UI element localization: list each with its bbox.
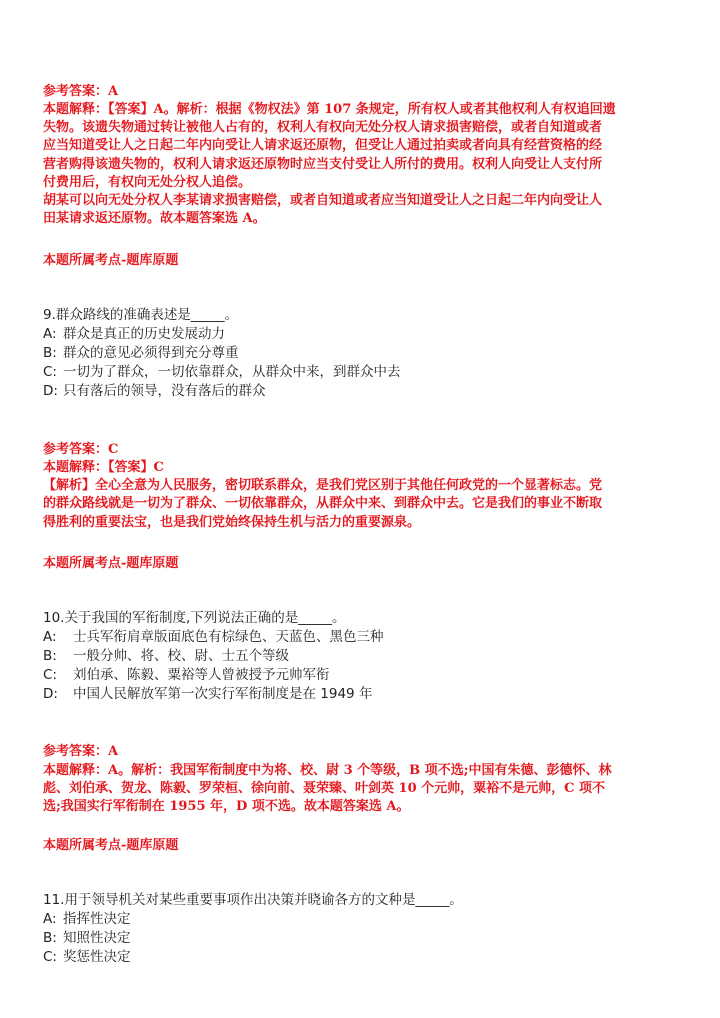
prev-answer — [43, 83, 683, 101]
prev-source — [43, 252, 683, 270]
question-stem: 10.关于我国的军衔制度,下列说法正确的是_____。 — [43, 610, 346, 626]
source-label: 本题所属考点-题库原题 — [43, 253, 179, 268]
explanation-line: 选;我国实行军衔制在 1955 年，D 项不选。故本题答案选 A。 — [43, 799, 410, 815]
explanation-line: 应当知道受让人之日起二年内向受让人请求返还原物，但受让人通过拍卖或者向具有经营资格的经 — [43, 138, 603, 154]
explanation-line: 田某请求返还原物。故本题答案选 A。 — [43, 211, 266, 227]
explanation-line: 本题解释：【答案】A。解析：根据《物权法》第 107 条规定，所有权人或者其他权利人有权追回遗 — [43, 102, 616, 117]
explanation-line: 得胜利的重要法宝，也是我们党始终保持生机与活力的重要源泉。 — [43, 514, 421, 530]
answer-line: 参考答案：A — [43, 84, 119, 99]
question-stem: 9.群众路线的准确表述是_____。 — [43, 307, 239, 323]
explanation-line: 本题解释：A。解析：我国军衔制度中为将、校、尉 3 个等级，B 项不选;中国有朱德、彭德怀、林 — [43, 763, 612, 778]
option-a[interactable]: A: 士兵军衔肩章版面底色有棕绿色、天蓝色、黑色三种 — [43, 629, 384, 645]
q9-answer — [43, 441, 683, 459]
option-a[interactable]: A: 指挥性决定 — [43, 911, 131, 927]
explanation-line: 付费用后，有权向无处分权人追偿。 — [43, 174, 252, 190]
source-label: 本题所属考点-题库原题 — [43, 556, 179, 571]
option-c[interactable]: C: 刘伯承、陈毅、粟裕等人曾被授予元帅军衔 — [43, 667, 330, 683]
question-9 — [43, 306, 683, 401]
explanation-line: 彪、刘伯承、贺龙、陈毅、罗荣桓、徐向前、聂荣臻、叶剑英 10 个元帅，粟裕不是元帅，C 项不 — [43, 781, 606, 797]
explanation-line: 【解析】全心全意为人民服务，密切联系群众，是我们党区别于其他任何政党的一个显著标志。党 — [43, 478, 603, 494]
explanation-line: 的群众路线就是一切为了群众、一切依靠群众，从群众中来、到群众中去。它是我们的事业不断取 — [43, 496, 603, 512]
option-b[interactable]: B: 群众的意见必须得到充分尊重 — [43, 345, 239, 361]
option-c[interactable]: C: 奖惩性决定 — [43, 949, 131, 965]
q9-source — [43, 555, 683, 573]
source-label: 本题所属考点-题库原题 — [43, 838, 179, 853]
explanation-line: 本题解释：【答案】C — [43, 460, 164, 475]
answer-line: 参考答案：A — [43, 744, 119, 759]
explanation-line: 失物。该遗失物通过转让被他人占有的，权利人有权向无处分权人请求损害赔偿，或者自知道或者 — [43, 120, 603, 136]
question-10 — [43, 609, 683, 704]
q10-answer — [43, 743, 683, 761]
option-c[interactable]: C: 一切为了群众，一切依靠群众，从群众中来，到群众中去 — [43, 364, 401, 380]
explanation-line: 营者购得该遗失物的，权利人请求返还原物时应当支付受让人所付的费用。权利人向受让人支付所 — [43, 156, 603, 172]
answer-line: 参考答案：C — [43, 442, 119, 457]
question-stem: 11.用于领导机关对某些重要事项作出决策并晓谕各方的文种是_____。 — [43, 892, 463, 908]
q10-source — [43, 837, 683, 855]
q9-explanation — [43, 459, 683, 532]
option-d[interactable]: D: 中国人民解放军第一次实行军衔制度是在 1949 年 — [43, 686, 373, 702]
option-b[interactable]: B: 知照性决定 — [43, 930, 131, 946]
prev-explanation — [43, 101, 683, 228]
question-11 — [43, 891, 683, 967]
explanation-line: 胡某可以向无处分权人李某请求损害赔偿，或者自知道或者应当知道受让人之日起二年内向受让人 — [43, 193, 603, 209]
q10-explanation — [43, 762, 683, 817]
option-d[interactable]: D: 只有落后的领导，没有落后的群众 — [43, 383, 266, 399]
option-a[interactable]: A: 群众是真正的历史发展动力 — [43, 326, 225, 342]
option-b[interactable]: B: 一般分帅、将、校、尉、士五个等级 — [43, 648, 289, 664]
